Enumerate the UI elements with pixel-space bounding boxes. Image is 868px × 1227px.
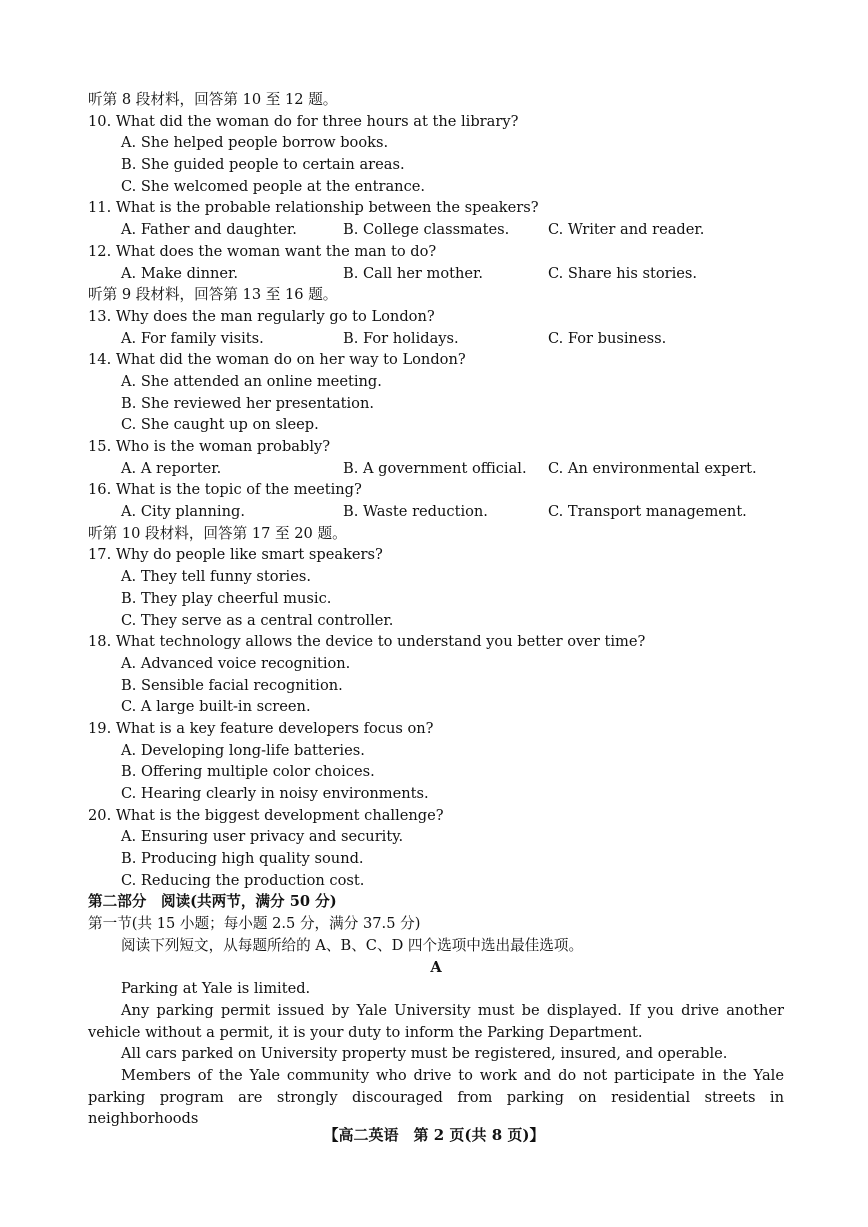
q14-option-a: A. She attended an online meeting. <box>121 372 382 390</box>
q11-option-a: A. Father and daughter. <box>121 221 297 239</box>
q15-option-a: A. A reporter. <box>121 459 222 477</box>
reading-instruction: 阅读下列短文，从每题所给的 A、B、C、D 四个选项中选出最佳选项。 <box>121 936 584 954</box>
q17-option-c: C. They serve as a central controller. <box>121 611 394 629</box>
part-2-title: 第二部分 阅读(共两节，满分 50 分) <box>88 893 337 911</box>
q12-option-c: C. Share his stories. <box>548 264 698 282</box>
q14-option-b: B. She reviewed her presentation. <box>121 394 374 412</box>
q15-option-c: C. An environmental expert. <box>548 459 757 477</box>
passage-label: A <box>430 958 442 976</box>
q11-option-b: B. College classmates. <box>343 221 510 239</box>
question-19: 19. What is a key feature developers focus on? <box>88 719 434 737</box>
q14-option-c: C. She caught up on sleep. <box>121 416 319 434</box>
q12-options <box>88 263 784 285</box>
q15-options <box>88 458 784 480</box>
passage-paragraph-1: Parking at Yale is limited. <box>121 980 311 998</box>
section-9-header: 听第 9 段材料，回答第 13 至 16 题。 <box>88 286 338 304</box>
section-10-header: 听第 10 段材料，回答第 17 至 20 题。 <box>88 524 347 542</box>
question-16: 16. What is the topic of the meeting? <box>88 481 362 499</box>
q10-option-b: B. She guided people to certain areas. <box>121 156 405 174</box>
q20-option-b: B. Producing high quality sound. <box>121 850 364 868</box>
q17-option-a: A. They tell funny stories. <box>121 568 311 586</box>
passage-paragraph-3: All cars parked on University property must be registered, insured, and operable. <box>121 1045 728 1063</box>
q17-option-b: B. They play cheerful music. <box>121 589 332 607</box>
q12-option-a: A. Make dinner. <box>121 264 239 282</box>
q10-option-c: C. She welcomed people at the entrance. <box>121 177 426 195</box>
passage-paragraph-4: Members of the Yale community who drive to work and do not participate in the Yale parking program are strongly discouraged from parking on residential streets in neighborhoods <box>88 1067 784 1128</box>
q13-option-b: B. For holidays. <box>343 329 459 347</box>
q20-option-a: A. Ensuring user privacy and security. <box>121 828 404 846</box>
question-10: 10. What did the woman do for three hours at the library? <box>88 112 519 130</box>
q19-option-c: C. Hearing clearly in noisy environments. <box>121 785 429 802</box>
q13-option-a: A. For family visits. <box>121 329 264 347</box>
q13-options <box>88 328 784 350</box>
question-11: 11. What is the probable relationship between the speakers? <box>88 199 539 217</box>
question-17: 17. Why do people like smart speakers? <box>88 546 383 564</box>
q15-option-b: B. A government official. <box>343 459 527 477</box>
q20-option-c: C. Reducing the production cost. <box>121 871 365 889</box>
q16-option-c: C. Transport management. <box>548 503 747 521</box>
page-footer: 【高二英语 第 2 页(共 8 页)】 <box>323 1126 545 1144</box>
q11-option-c: C. Writer and reader. <box>548 221 705 239</box>
q13-option-c: C. For business. <box>548 329 667 347</box>
q16-option-a: A. City planning. <box>121 503 245 521</box>
q16-options <box>88 501 784 523</box>
q19-option-a: A. Developing long-life batteries. <box>121 741 365 759</box>
q10-option-a: A. She helped people borrow books. <box>121 134 389 152</box>
q18-option-c: C. A large built-in screen. <box>121 698 311 716</box>
passage-paragraph-2: Any parking permit issued by Yale University must be displayed. If you drive another vehicle without a permit, it is your duty to inform the Parking Department. <box>88 1001 784 1041</box>
question-18: 18. What technology allows the device to understand you better over time? <box>88 633 646 651</box>
q18-option-b: B. Sensible facial recognition. <box>121 676 343 694</box>
question-14: 14. What did the woman do on her way to London? <box>88 351 466 369</box>
question-15: 15. Who is the woman probably? <box>88 438 331 455</box>
question-13: 13. Why does the man regularly go to London? <box>88 307 435 325</box>
page-content <box>88 89 784 1130</box>
question-20: 20. What is the biggest development challenge? <box>88 806 444 824</box>
q16-option-b: B. Waste reduction. <box>343 503 488 521</box>
section-1-title: 第一节(共 15 小题；每小题 2.5 分，满分 37.5 分) <box>88 915 421 933</box>
q11-options <box>88 219 784 241</box>
q18-option-a: A. Advanced voice recognition. <box>121 654 351 672</box>
section-8-header: 听第 8 段材料，回答第 10 至 12 题。 <box>88 91 338 108</box>
q12-option-b: B. Call her mother. <box>343 264 484 282</box>
q19-option-b: B. Offering multiple color choices. <box>121 763 375 781</box>
question-12: 12. What does the woman want the man to do? <box>88 242 437 260</box>
